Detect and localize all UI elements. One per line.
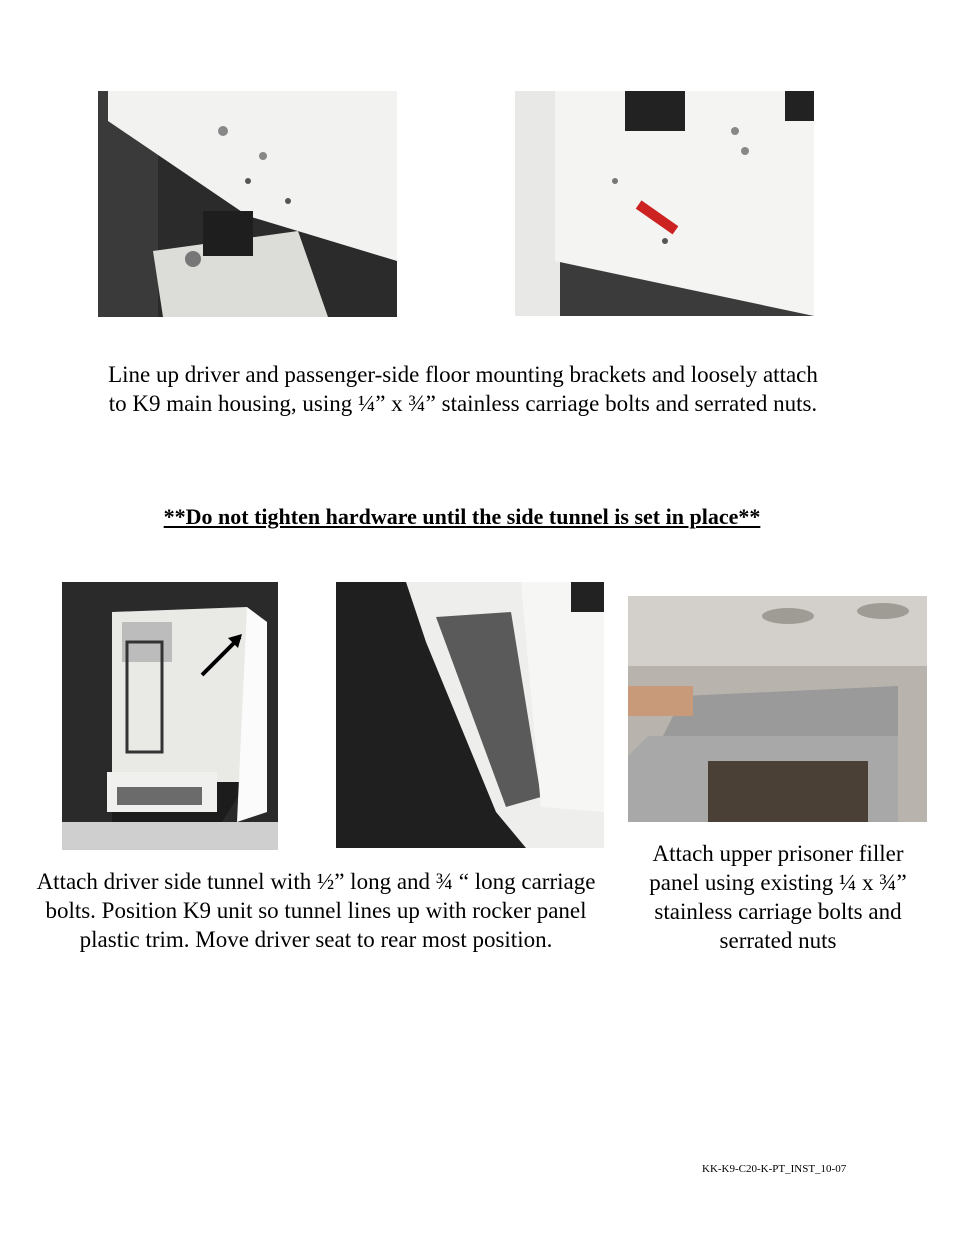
photo-side-tunnel bbox=[336, 582, 604, 848]
photo-k9-unit-interior bbox=[62, 582, 278, 850]
caption-filler-panel: Attach upper prisoner filler panel using existing ¼ x ¾” stainless carriage bolts and serrated nuts bbox=[649, 841, 907, 953]
caption-floor-brackets: Line up driver and passenger-side floor mounting brackets and loosely attach to K9 main housing, using ¼” x ¾” stainless carriage bolts and serrated nuts. bbox=[108, 362, 818, 416]
warning-do-not-tighten: **Do not tighten hardware until the side tunnel is set in place** bbox=[163, 504, 761, 529]
photo-floor-bracket-driver bbox=[98, 91, 397, 317]
photo-upper-filler-panel bbox=[628, 596, 927, 822]
caption-side-tunnel: Attach driver side tunnel with ½” long and ¾ “ long carriage bolts. Position K9 unit so tunnel lines up with rocker panel plastic trim. Move driver seat to rear most position. bbox=[36, 869, 596, 952]
document-id: KK-K9-C20-K-PT_INST_10-07 bbox=[702, 1163, 847, 1175]
photo-floor-bracket-passenger bbox=[515, 91, 814, 316]
